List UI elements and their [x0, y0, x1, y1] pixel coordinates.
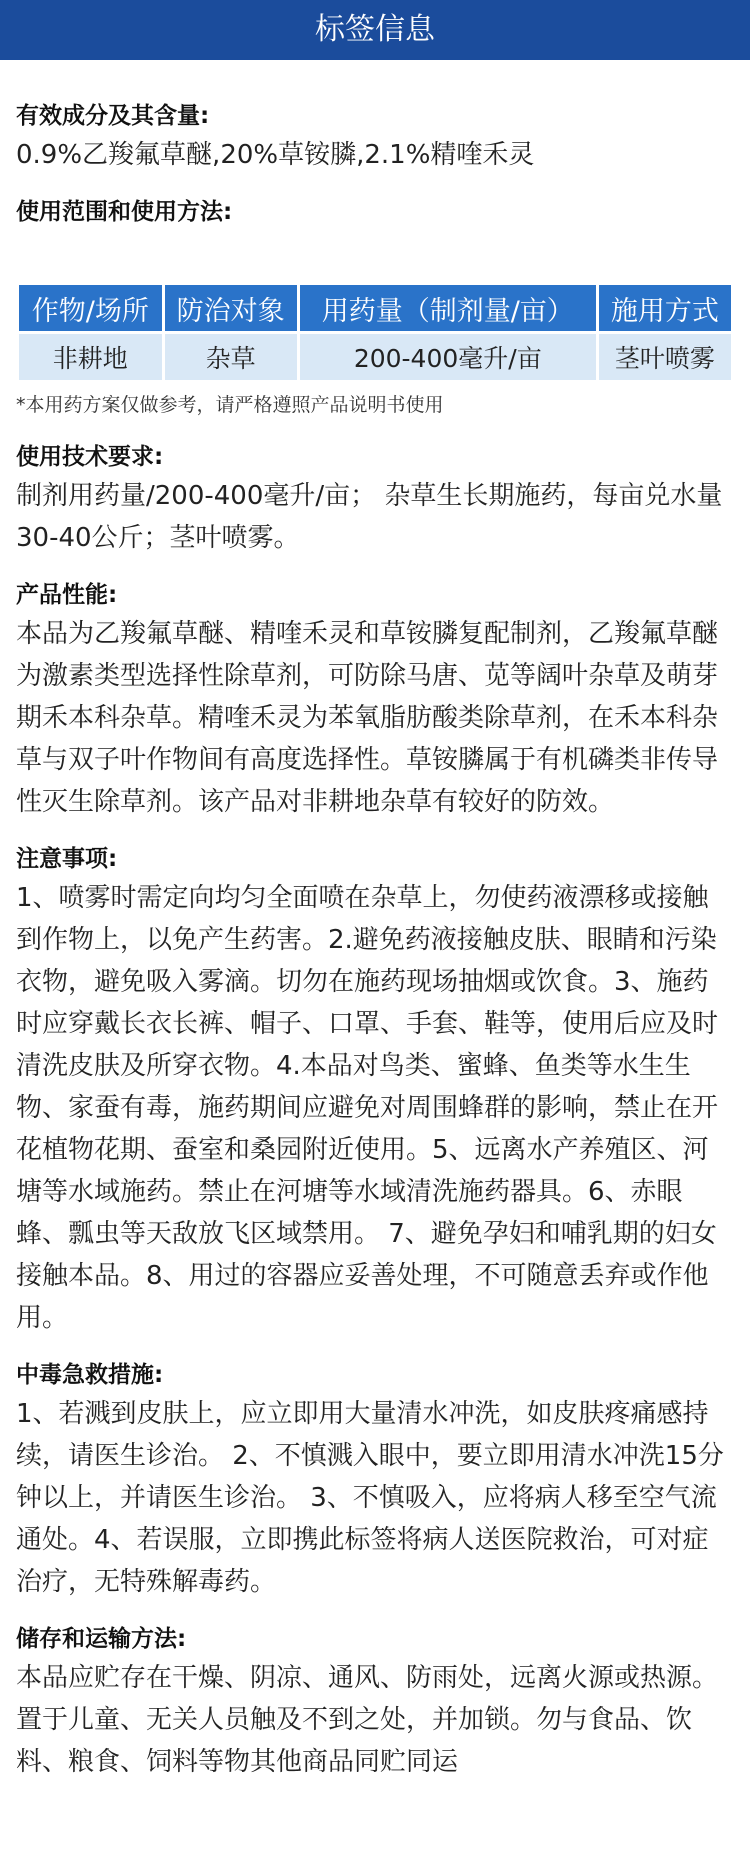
- label-content: [0, 60, 750, 1783]
- cell-target: 杂草: [163, 333, 298, 382]
- ingredients-title: 有效成分及其含量:: [16, 103, 210, 129]
- section-usage-range: [16, 194, 734, 421]
- cautions-title: 注意事项:: [16, 846, 118, 872]
- ingredients-body: 0.9%乙羧氟草醚,20%草铵膦,2.1%精喹禾灵: [16, 140, 535, 170]
- page-header: [0, 0, 750, 60]
- performance-body: 本品为乙羧氟草醚、精喹禾灵和草铵膦复配制剂，乙羧氟草醚为激素类型选择性除草剂，可防除马唐、苋等阔叶杂草及萌芽期禾本科杂草。精喹禾灵为苯氧脂肪酸类除草剂，在禾本科杂草与双子叶作物间有高度选择性。草铵膦属于有机磷类非传导性灭生除草剂。该产品对非耕地杂草有较好的防效。: [16, 619, 719, 817]
- tech-body: 制剂用药量/200-400毫升/亩； 杂草生长期施药，每亩兑水量30-40公斤；茎叶喷雾。: [16, 481, 723, 553]
- header-method: 施用方式: [597, 284, 732, 333]
- storage-body: 本品应贮存在干燥、阴凉、通风、防雨处，远离火源或热源。置于儿童、无关人员触及不到之处，并加锁。勿与食品、饮料、粮食、饲料等物其他商品同贮同运: [16, 1663, 719, 1777]
- table-row: [18, 333, 733, 382]
- cell-crop: 非耕地: [18, 333, 164, 382]
- section-performance: [16, 577, 734, 823]
- table-footnote: *本用药方案仅做参考，请严格遵照产品说明书使用: [16, 394, 444, 416]
- tech-title: 使用技术要求:: [16, 444, 164, 470]
- table-header-row: [18, 284, 733, 333]
- usage-range-title: 使用范围和使用方法:: [16, 199, 233, 225]
- section-storage: [16, 1621, 734, 1783]
- performance-title: 产品性能:: [16, 582, 118, 608]
- page-title: 标签信息: [315, 12, 435, 47]
- header-dosage: 用药量（制剂量/亩）: [298, 284, 597, 333]
- header-target: 防治对象: [163, 284, 298, 333]
- first-aid-title: 中毒急救措施:: [16, 1362, 164, 1388]
- cautions-body: 1、喷雾时需定向均匀全面喷在杂草上，勿使药液漂移或接触到作物上，以免产生药害。2.避免药液接触皮肤、眼睛和污染衣物，避免吸入雾滴。切勿在施药现场抽烟或饮食。3、施药时应穿戴长衣长裤、帽子、口罩、手套、鞋等，使用后应及时清洗皮肤及所穿衣物。4.本品对鸟类、蜜蜂、鱼类等水生生物、家蚕有毒，施药期间应避免对周围蜂群的影响，禁止在开花植物花期、蚕室和桑园附近使用。5、远离水产养殖区、河塘等水域施药。禁止在河塘等水域清洗施药器具。6、赤眼蜂、瓢虫等天敌放飞区域禁用。 7、避免孕妇和哺乳期的妇女接触本品。8、用过的容器应妥善处理，不可随意丢弃或作他用。: [16, 883, 719, 1333]
- spacer: [16, 230, 734, 280]
- section-first-aid: [16, 1357, 734, 1603]
- section-ingredients: [16, 98, 734, 176]
- first-aid-body: 1、若溅到皮肤上，应立即用大量清水冲洗，如皮肤疼痛感持续，请医生诊治。 2、不慎溅入眼中，要立即用清水冲洗15分钟以上，并请医生诊治。 3、不慎吸入，应将病人移至空气流通处。4、若误服，立即携此标签将病人送医院救治，可对症治疗，无特殊解毒药。: [16, 1399, 724, 1597]
- cell-dosage: 200-400毫升/亩: [298, 333, 597, 382]
- storage-title: 储存和运输方法:: [16, 1626, 187, 1652]
- header-crop: 作物/场所: [18, 284, 164, 333]
- dosage-table: [16, 282, 734, 383]
- section-cautions: [16, 841, 734, 1339]
- cell-method: 茎叶喷雾: [597, 333, 732, 382]
- section-tech: [16, 439, 734, 559]
